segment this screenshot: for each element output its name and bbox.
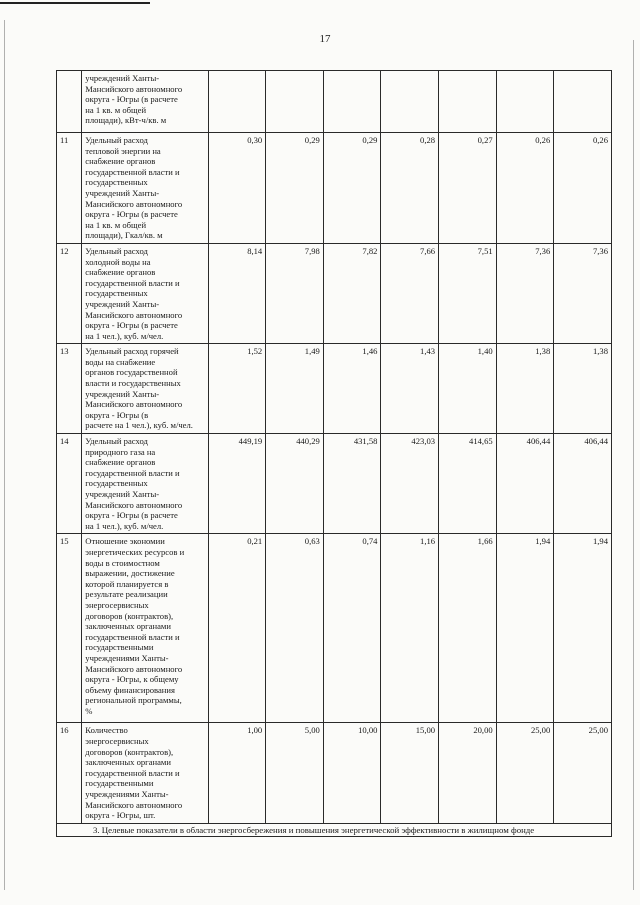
value-cell: 1,52 [208, 344, 266, 434]
table-row [57, 71, 612, 133]
table-row [57, 434, 612, 534]
indicators-table [56, 70, 612, 837]
row-number-cell [57, 71, 82, 133]
table-row [57, 344, 612, 434]
value-cell [439, 71, 497, 133]
value-cell: 7,98 [266, 243, 324, 343]
row-number-cell: 13 [57, 344, 82, 434]
value-cell: 0,28 [381, 133, 439, 244]
table-row [57, 534, 612, 723]
value-cell: 1,49 [266, 344, 324, 434]
value-cell [381, 71, 439, 133]
value-cell: 406,44 [496, 434, 554, 534]
value-cell: 1,00 [208, 723, 266, 823]
value-cell: 449,19 [208, 434, 266, 534]
table-row [57, 243, 612, 343]
scan-edge-top [0, 2, 150, 4]
value-cell [266, 71, 324, 133]
value-cell: 1,16 [381, 534, 439, 723]
row-number-cell: 15 [57, 534, 82, 723]
value-cell: 1,43 [381, 344, 439, 434]
indicator-name-cell: Удельный расход холодной воды на снабжение органов государственной власти и государственных учреждений Ханты- Мансийского автономного округа - Югры (в расчете на 1 чел.), куб. м/чел. [82, 243, 208, 343]
value-cell [323, 71, 381, 133]
row-number-cell: 12 [57, 243, 82, 343]
value-cell: 25,00 [496, 723, 554, 823]
value-cell [554, 71, 612, 133]
table-row [57, 723, 612, 823]
row-number-cell: 11 [57, 133, 82, 244]
value-cell: 431,58 [323, 434, 381, 534]
value-cell: 8,14 [208, 243, 266, 343]
value-cell: 15,00 [381, 723, 439, 823]
value-cell: 414,65 [439, 434, 497, 534]
value-cell [496, 71, 554, 133]
value-cell: 1,94 [496, 534, 554, 723]
section-heading-row [57, 823, 612, 836]
value-cell: 406,44 [554, 434, 612, 534]
value-cell: 0,29 [266, 133, 324, 244]
value-cell: 7,51 [439, 243, 497, 343]
value-cell [208, 71, 266, 133]
value-cell: 1,38 [554, 344, 612, 434]
value-cell: 0,27 [439, 133, 497, 244]
value-cell: 0,29 [323, 133, 381, 244]
section-heading: 3. Целевые показатели в области энергосбережения и повышения энергетической эффективности в жилищном фонде [57, 823, 612, 836]
value-cell: 5,00 [266, 723, 324, 823]
value-cell: 0,63 [266, 534, 324, 723]
value-cell: 0,21 [208, 534, 266, 723]
value-cell: 10,00 [323, 723, 381, 823]
value-cell: 0,30 [208, 133, 266, 244]
value-cell: 1,66 [439, 534, 497, 723]
row-number-cell: 16 [57, 723, 82, 823]
indicator-name-cell: Удельный расход горячей воды на снабжение органов государственной власти и государственных учреждений Ханты- Мансийского автономного округа - Югры (в расчете на 1 чел.), куб. м/чел. [82, 344, 208, 434]
value-cell: 1,40 [439, 344, 497, 434]
indicator-name-cell: Удельный расход природного газа на снабжение органов государственной власти и государственных учреждений Ханты- Мансийского автономного округа - Югры (в расчете на 1 чел.), куб. м/чел. [82, 434, 208, 534]
value-cell: 0,74 [323, 534, 381, 723]
page-number: 17 [319, 33, 331, 45]
row-number-cell: 14 [57, 434, 82, 534]
value-cell: 423,03 [381, 434, 439, 534]
value-cell: 0,26 [554, 133, 612, 244]
value-cell: 0,26 [496, 133, 554, 244]
value-cell: 7,36 [554, 243, 612, 343]
indicator-name-cell: Количество энергосервисных договоров (контрактов), заключенных органами государственной власти и государственными учреждениями Ханты- Мансийского автономного округа - Югры, шт. [82, 723, 208, 823]
value-cell: 7,82 [323, 243, 381, 343]
table-row [57, 133, 612, 244]
value-cell: 25,00 [554, 723, 612, 823]
value-cell: 440,29 [266, 434, 324, 534]
value-cell: 1,94 [554, 534, 612, 723]
scan-edge-right [633, 40, 634, 890]
indicator-name-cell: Удельный расход тепловой энергии на снабжение органов государственной власти и государственных учреждений Ханты- Мансийского автономного округа - Югры (в расчете на 1 кв. м общей площади), Гкал/кв. м [82, 133, 208, 244]
value-cell: 20,00 [439, 723, 497, 823]
value-cell: 7,66 [381, 243, 439, 343]
scan-edge-left [4, 20, 5, 890]
value-cell: 1,46 [323, 344, 381, 434]
indicator-name-cell: Отношение экономии энергетических ресурсов и воды в стоимостном выражении, достижение которой планируется в результате реализации энергосервисных договоров (контрактов), заключенных органами государственной власти и государственными учреждениями Ханты- Мансийского автономного округа - Югры, к общему объему финансирования региональной программы, % [82, 534, 208, 723]
value-cell: 7,36 [496, 243, 554, 343]
indicator-name-cell: учреждений Ханты- Мансийского автономного округа - Югры (в расчете на 1 кв. м общей площади), кВт-ч/кв. м [82, 71, 208, 133]
value-cell: 1,38 [496, 344, 554, 434]
